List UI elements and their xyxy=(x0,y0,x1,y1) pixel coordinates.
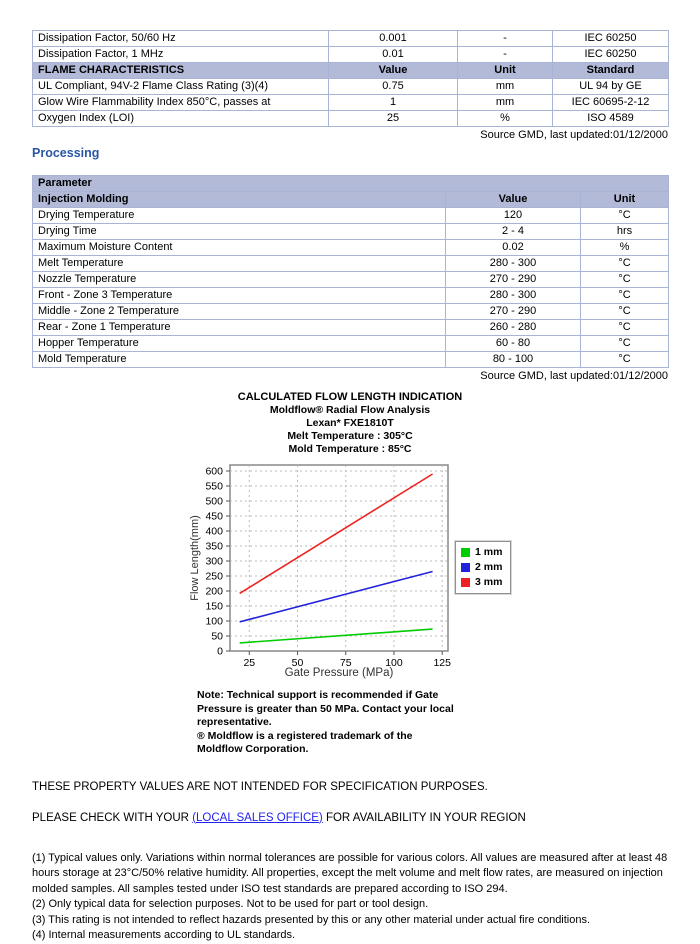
text-line: ® Moldflow is a registered trademark of the Moldflow Corporation. xyxy=(197,729,413,755)
availability-line xyxy=(32,812,668,824)
table-row xyxy=(33,111,669,127)
table-cell: Middle - Zone 2 Temperature xyxy=(33,304,446,320)
availability-post-text: FOR AVAILABILITY IN YOUR REGION xyxy=(322,811,526,824)
tick-label-y: 200 xyxy=(205,585,223,598)
tick-label-x: 25 xyxy=(243,657,256,669)
table-cell: Oxygen Index (LOI) xyxy=(33,111,329,127)
chart-note xyxy=(197,689,455,757)
availability-pre-text: PLEASE CHECK WITH YOUR xyxy=(32,811,193,824)
column-header-unit: Unit xyxy=(458,63,553,79)
y-axis-label: Flow Length(mm) xyxy=(189,515,201,601)
table-cell: Melt Temperature xyxy=(33,256,446,272)
table-cell: °C xyxy=(581,208,669,224)
table-row xyxy=(33,320,669,336)
legend-item xyxy=(461,545,502,560)
source-note: Source GMD, last updated:01/12/2000 xyxy=(480,129,668,141)
table-cell: 120 xyxy=(446,208,581,224)
table-cell: 25 xyxy=(329,111,458,127)
table-cell: IEC 60250 xyxy=(553,47,669,63)
table-cell: Dissipation Factor, 50/60 Hz xyxy=(33,31,329,47)
table-cell: 280 - 300 xyxy=(446,288,581,304)
table-cell: mm xyxy=(458,79,553,95)
footnotes-block xyxy=(32,851,668,944)
text-line: CALCULATED FLOW LENGTH INDICATION xyxy=(237,391,463,403)
chart-legend xyxy=(455,541,511,594)
injection-molding-label: Injection Molding xyxy=(33,192,446,208)
flow-length-chart xyxy=(32,459,668,687)
table-cell: UL 94 by GE xyxy=(553,79,669,95)
text-line: Note: Technical support is recommended if Gate Pressure is greater than 50 MPa. Contact your local representative. xyxy=(197,689,454,728)
table-row xyxy=(33,224,669,240)
table-cell: 0.001 xyxy=(329,31,458,47)
table-cell: 270 - 290 xyxy=(446,304,581,320)
plot-area xyxy=(230,465,448,651)
table-cell: - xyxy=(458,47,553,63)
table-cell: °C xyxy=(581,288,669,304)
legend-swatch-icon xyxy=(461,548,470,557)
table-cell: Nozzle Temperature xyxy=(33,272,446,288)
table-row xyxy=(33,272,669,288)
column-header-unit: Unit xyxy=(581,192,669,208)
text-line: Mold Temperature : 85°C xyxy=(288,443,412,455)
tick-label-y: 350 xyxy=(205,540,223,553)
table-row xyxy=(33,288,669,304)
table-cell: 1 xyxy=(329,95,458,111)
table-row xyxy=(33,31,669,47)
legend-label: 3 mm xyxy=(475,576,503,588)
table-cell: °C xyxy=(581,352,669,368)
section-header-label: FLAME CHARACTERISTICS xyxy=(33,63,329,79)
table-row xyxy=(33,256,669,272)
table-cell: °C xyxy=(581,336,669,352)
table-row xyxy=(33,208,669,224)
table-cell: °C xyxy=(581,320,669,336)
parameter-header-row xyxy=(33,176,669,192)
local-sales-office-link[interactable]: (LOCAL SALES OFFICE) xyxy=(192,811,323,824)
injection-molding-header-row xyxy=(33,192,669,208)
table-cell: 80 - 100 xyxy=(446,352,581,368)
table-row xyxy=(33,95,669,111)
table-cell: Rear - Zone 1 Temperature xyxy=(33,320,446,336)
injection-molding-table xyxy=(32,175,669,368)
table-cell: 0.02 xyxy=(446,240,581,256)
legend-item xyxy=(461,575,502,590)
tick-label-x: 75 xyxy=(339,657,352,669)
tick-label-y: 100 xyxy=(205,615,223,628)
table-cell: Drying Temperature xyxy=(33,208,446,224)
column-header-value: Value xyxy=(446,192,581,208)
table-row xyxy=(33,47,669,63)
table-cell: 60 - 80 xyxy=(446,336,581,352)
text-line: Moldflow® Radial Flow Analysis xyxy=(269,404,431,416)
text-line: (2) Only typical data for selection purposes. Not to be used for part or tool design. xyxy=(32,898,429,910)
table-row xyxy=(33,240,669,256)
table-row xyxy=(33,304,669,320)
specification-disclaimer: THESE PROPERTY VALUES ARE NOT INTENDED FOR SPECIFICATION PURPOSES. xyxy=(32,780,488,793)
legend-label: 1 mm xyxy=(475,546,503,558)
tick-label-y: 150 xyxy=(205,600,223,613)
table-cell: IEC 60695-2-12 xyxy=(553,95,669,111)
tick-label-y: 450 xyxy=(205,510,223,523)
text-line: (1) Typical values only. Variations within normal tolerances are possible for various colors. All values are measured after at least 48 hours storage at 23°C/50% relative humidity. All properties, except the melt volume and melt flow rates, are measured on injection molded samples. All samples tested under ISO test standards are prepared according to ISO 294. xyxy=(32,851,668,895)
table-cell: - xyxy=(458,31,553,47)
table-cell: Mold Temperature xyxy=(33,352,446,368)
text-line: (4) Internal measurements according to UL standards. xyxy=(32,929,296,941)
table-cell: UL Compliant, 94V-2 Flame Class Rating (3)(4) xyxy=(33,79,329,95)
flame-characteristics-header-row xyxy=(33,63,669,79)
table-row xyxy=(33,352,669,368)
table-cell: 280 - 300 xyxy=(446,256,581,272)
text-line: (3) This rating is not intended to reflect hazards presented by this or any other material under actual fire conditions. xyxy=(32,913,591,926)
table-cell: Front - Zone 3 Temperature xyxy=(33,288,446,304)
x-axis-label: Gate Pressure (MPa) xyxy=(284,667,394,679)
flame-characteristics-table xyxy=(32,30,669,127)
legend-item xyxy=(461,560,502,575)
table-cell: °C xyxy=(581,272,669,288)
table-cell: 2 - 4 xyxy=(446,224,581,240)
table-cell: % xyxy=(458,111,553,127)
table-cell: Hopper Temperature xyxy=(33,336,446,352)
table-cell: % xyxy=(581,240,669,256)
legend-label: 2 mm xyxy=(475,561,503,573)
legend-swatch-icon xyxy=(461,578,470,587)
tick-label-y: 400 xyxy=(205,525,223,538)
tick-label-y: 250 xyxy=(205,570,223,583)
processing-heading: Processing xyxy=(32,146,100,160)
tick-label-y: 50 xyxy=(211,630,223,643)
tick-label-y: 300 xyxy=(205,555,223,568)
table-row xyxy=(33,79,669,95)
table-cell: Drying Time xyxy=(33,224,446,240)
table-cell: Dissipation Factor, 1 MHz xyxy=(33,47,329,63)
table-cell: Maximum Moisture Content xyxy=(33,240,446,256)
tick-label-x: 50 xyxy=(291,657,304,669)
text-line: Melt Temperature : 305°C xyxy=(287,430,413,442)
table-cell: 0.01 xyxy=(329,47,458,63)
parameter-header-label: Parameter xyxy=(33,176,669,192)
table-cell: 260 - 280 xyxy=(446,320,581,336)
tick-label-x: 125 xyxy=(433,657,451,669)
tick-label-y: 0 xyxy=(217,645,223,658)
tick-label-y: 550 xyxy=(205,480,223,493)
column-header-standard: Standard xyxy=(553,63,669,79)
table-cell: 0.75 xyxy=(329,79,458,95)
table-row xyxy=(33,336,669,352)
table-cell: ISO 4589 xyxy=(553,111,669,127)
legend-swatch-icon xyxy=(461,563,470,572)
flow-chart-svg xyxy=(182,459,482,681)
table-cell: hrs xyxy=(581,224,669,240)
table-cell: mm xyxy=(458,95,553,111)
table-cell: °C xyxy=(581,256,669,272)
column-header-value: Value xyxy=(329,63,458,79)
text-line: Lexan* FXE1810T xyxy=(306,417,394,429)
table-cell: °C xyxy=(581,304,669,320)
chart-title-block xyxy=(32,391,668,456)
tick-label-x: 100 xyxy=(385,657,403,669)
tick-label-y: 500 xyxy=(205,495,223,508)
source-note: Source GMD, last updated:01/12/2000 xyxy=(480,370,668,382)
table-cell: IEC 60250 xyxy=(553,31,669,47)
tick-label-y: 600 xyxy=(205,465,223,478)
table-cell: Glow Wire Flammability Index 850°C, passes at xyxy=(33,95,329,111)
table-cell: 270 - 290 xyxy=(446,272,581,288)
